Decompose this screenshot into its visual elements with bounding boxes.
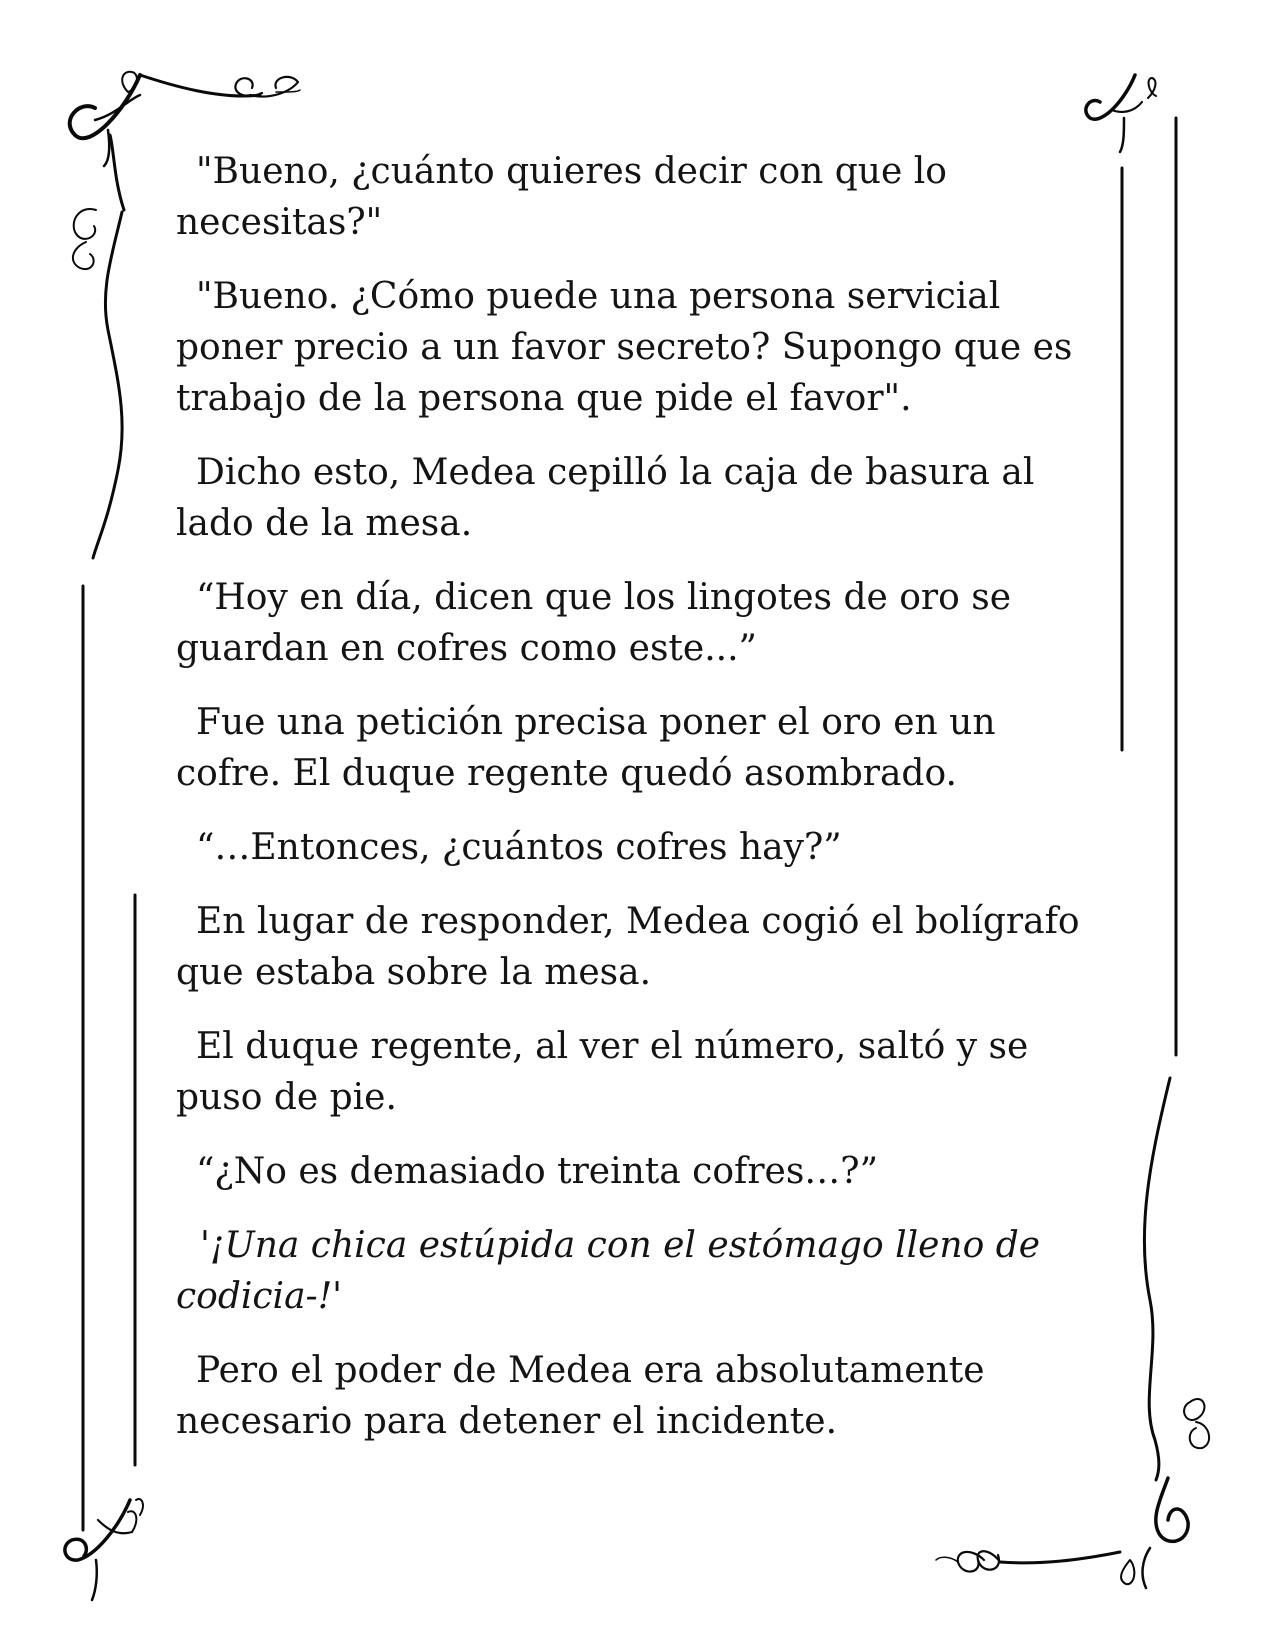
paragraph: El duque regente, al ver el número, saltó y se puso de pie. [176,1026,1029,1118]
flourish-bottom-left [65,1499,143,1600]
story-text [176,146,1106,1470]
paragraph: "Bueno. ¿Cómo puede una persona servicial poner precio a un favor secreto? Supongo que es trabajo de la persona que pide el favor". [176,276,1073,419]
paragraph: “…Entonces, ¿cuántos cofres hay?” [196,827,842,868]
inner-thought-paragraph: '¡Una chica estúpida con el estómago lleno de codicia-!' [176,1225,1041,1317]
paragraph: "Bueno, ¿cuánto quieres decir con que lo necesitas?" [176,151,947,243]
paragraph: En lugar de responder, Medea cogió el bolígrafo que estaba sobre la mesa. [176,901,1080,993]
paragraph: Dicho esto, Medea cepilló la caja de basura al lado de la mesa. [176,452,1035,544]
flourish-top-right [1086,75,1156,152]
paragraph: “¿No es demasiado treinta cofres…?” [196,1151,879,1192]
paragraph: “Hoy en día, dicen que los lingotes de oro se guardan en cofres como este...” [176,577,1012,669]
paragraph: Pero el poder de Medea era absolutamente necesario para detener el incidente. [176,1350,985,1442]
paragraph: Fue una petición precisa poner el oro en un cofre. El duque regente quedó asombrado. [176,702,996,794]
